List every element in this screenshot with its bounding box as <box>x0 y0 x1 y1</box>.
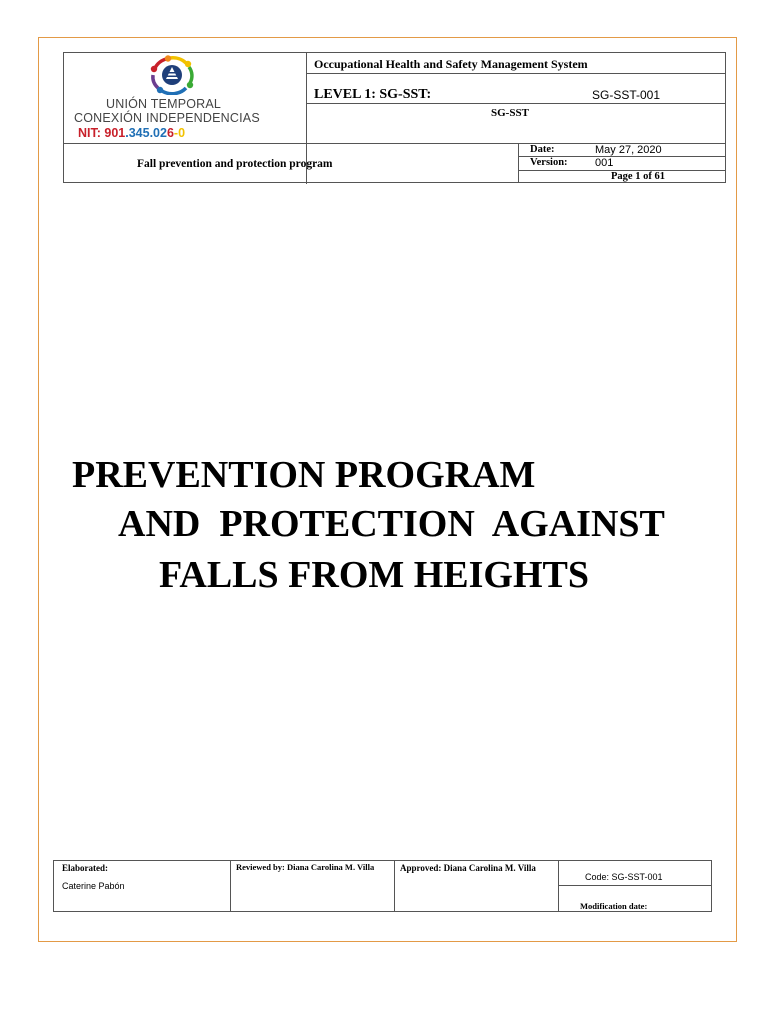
level-label: LEVEL 1: SG-SST: <box>314 87 432 102</box>
elaborated-label: Elaborated: <box>62 863 108 873</box>
header-divider <box>306 73 726 74</box>
nit-part-d: -0 <box>173 126 186 140</box>
document-code: SG-SST-001 <box>592 88 661 102</box>
document-title-line-2: AND PROTECTION AGAINST <box>118 503 665 545</box>
version-value: 001 <box>595 157 614 169</box>
date-label: Date: <box>530 144 555 155</box>
nit-part-a: 901 <box>104 126 126 140</box>
document-title-line-3: FALLS FROM HEIGHTS <box>159 554 590 596</box>
page-number: Page 1 of 61 <box>611 171 665 182</box>
company-logo <box>64 53 306 143</box>
approved-by: Approved: Diana Carolina M. Villa <box>400 863 536 873</box>
footer-divider <box>394 861 395 912</box>
footer-divider <box>558 885 712 886</box>
footer-divider <box>558 861 559 912</box>
date-value: May 27, 2020 <box>595 144 662 156</box>
nit-part-b: .345.02 <box>125 126 167 140</box>
footer-divider <box>230 861 231 912</box>
footer-code: Code: SG-SST-001 <box>585 872 663 882</box>
logo-line-1: UNIÓN TEMPORAL <box>106 97 222 111</box>
document-title-line-1: PREVENTION PROGRAM <box>72 454 536 496</box>
nit-label: NIT: <box>78 126 105 140</box>
management-system-title: Occupational Health and Safety Management System <box>314 57 588 71</box>
version-label: Version: <box>530 157 568 168</box>
modification-date-label: Modification date: <box>580 901 648 911</box>
approval-table <box>53 860 712 912</box>
elaborated-name: Caterine Pabón <box>62 881 125 891</box>
logo-line-2: CONEXIÓN INDEPENDENCIAS <box>74 111 260 125</box>
header-divider <box>306 103 726 104</box>
logo-emblem-icon <box>146 55 198 95</box>
reviewed-by: Reviewed by: Diana Carolina M. Villa <box>236 862 375 872</box>
subsystem-label: SG-SST <box>491 107 529 119</box>
program-name: Fall prevention and protection program <box>137 158 333 170</box>
document-header-table <box>63 52 726 183</box>
header-divider <box>518 143 519 183</box>
nit-part-c: 6 <box>166 126 174 140</box>
logo-nit <box>78 126 185 140</box>
